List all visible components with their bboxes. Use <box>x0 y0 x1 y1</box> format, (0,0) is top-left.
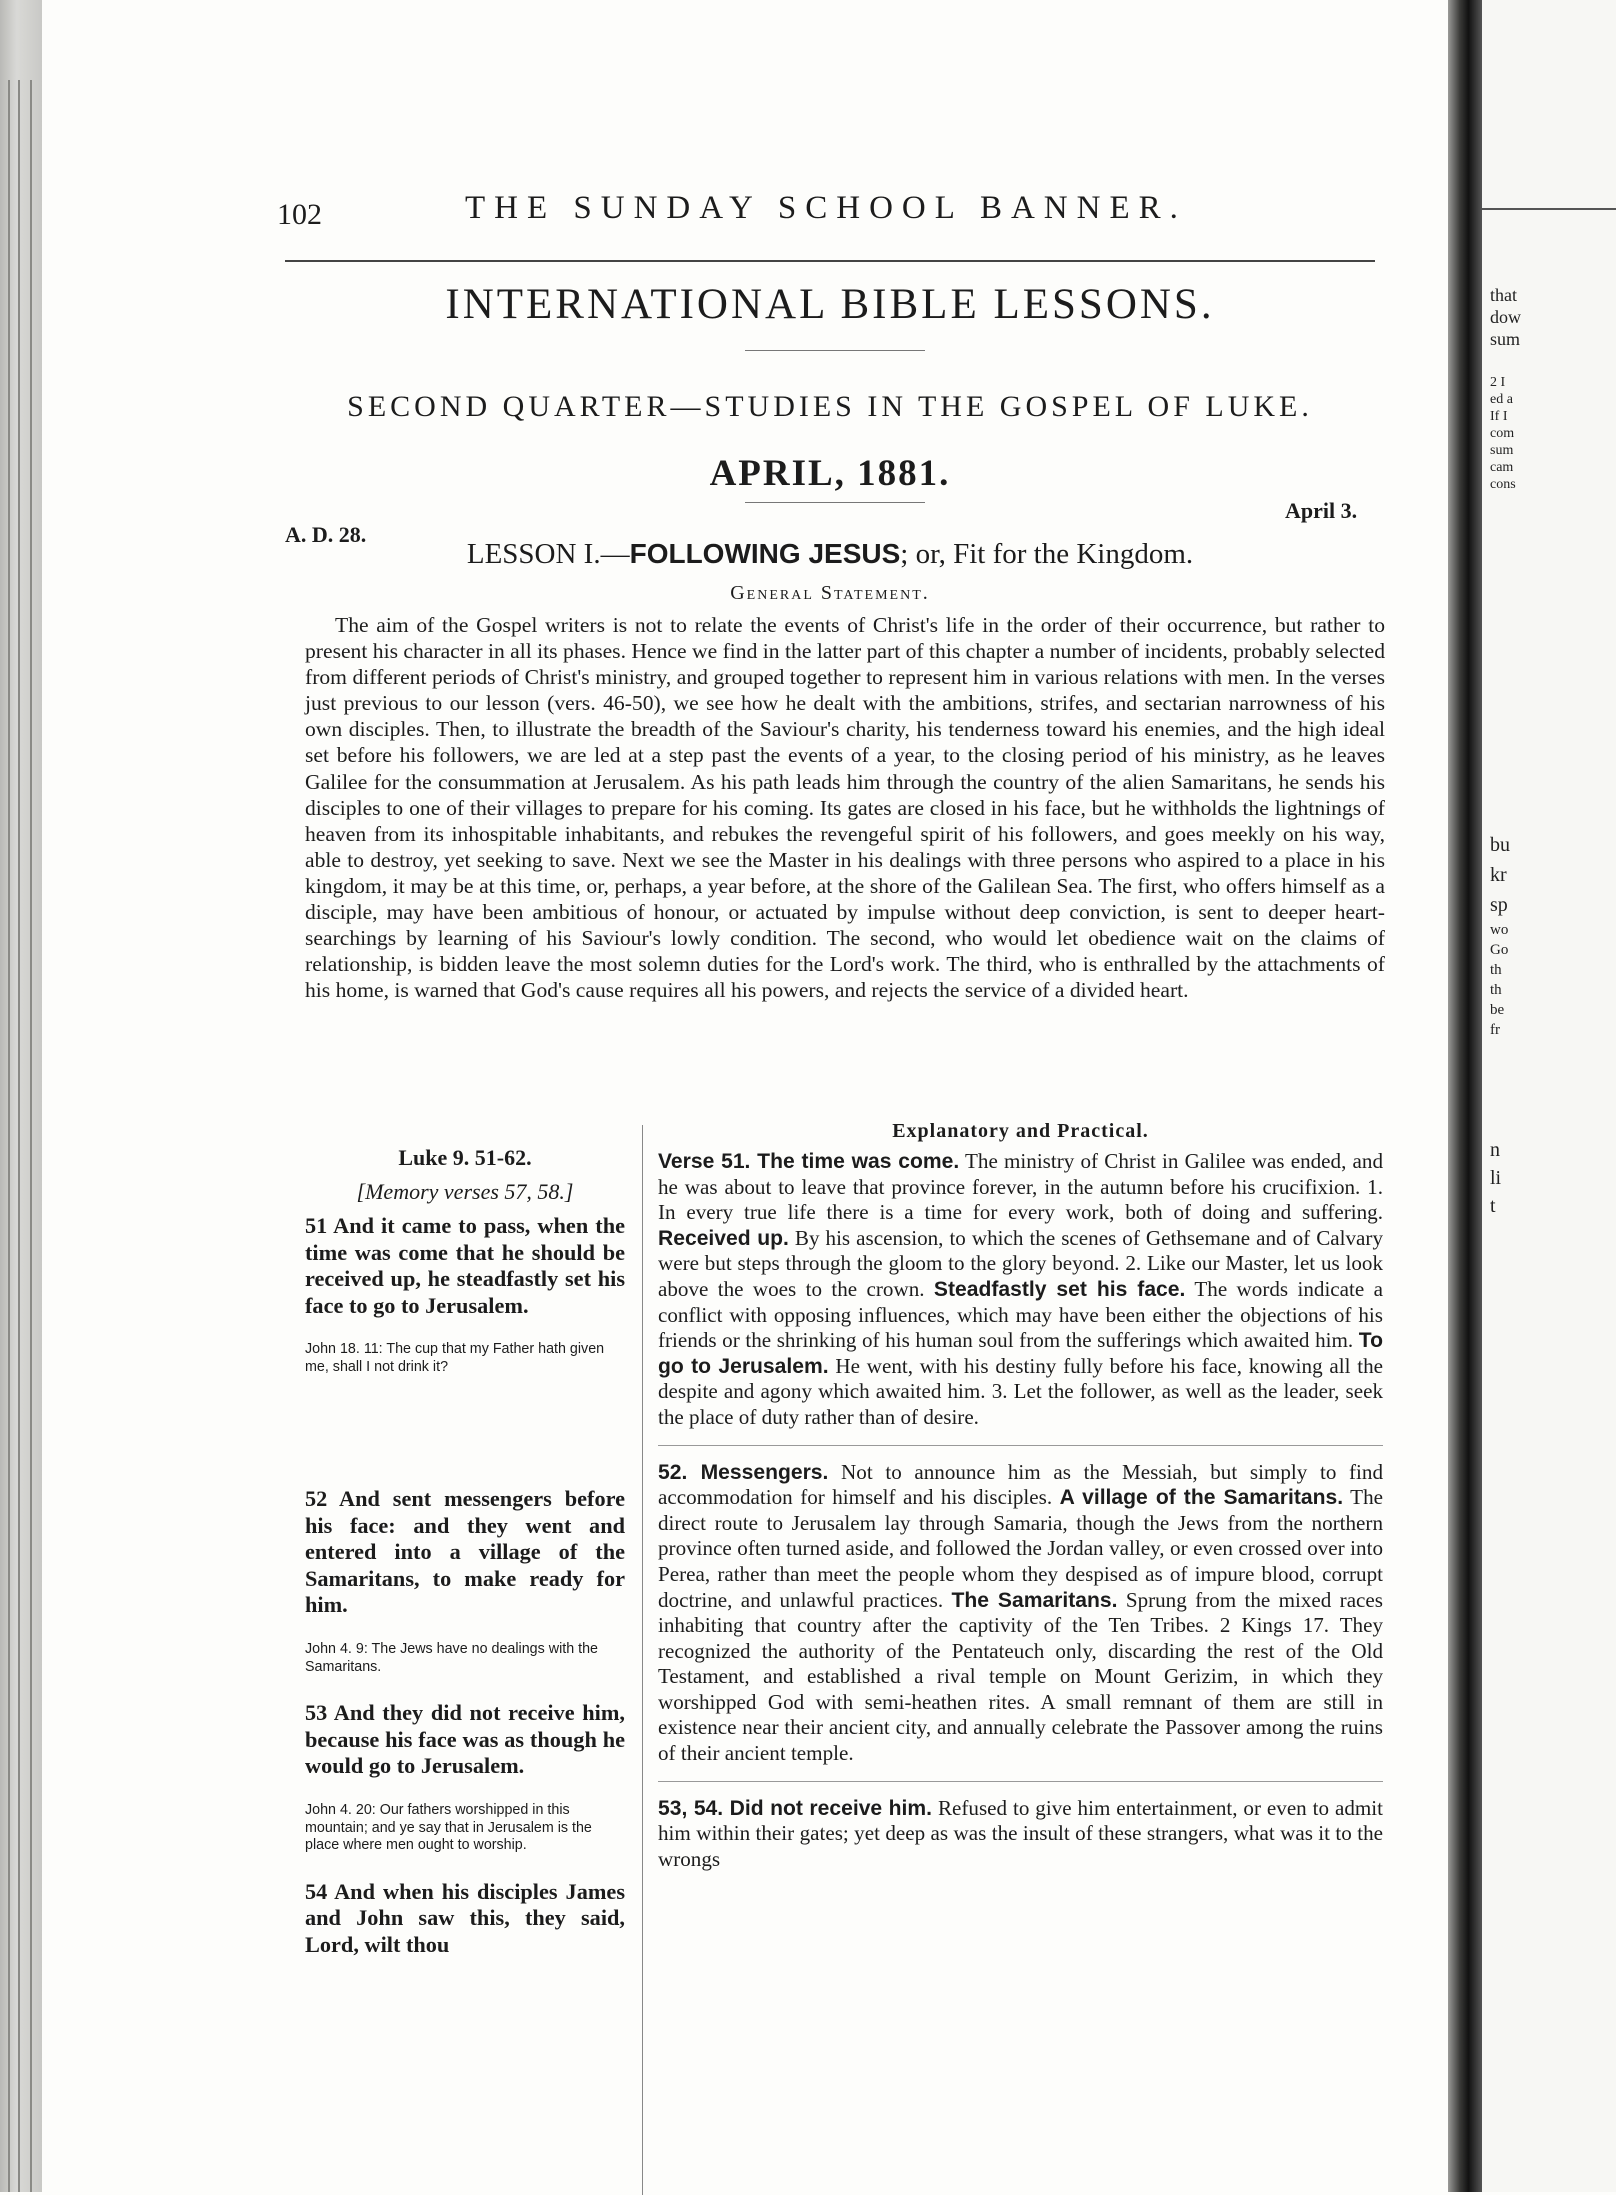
divider <box>658 1445 1383 1446</box>
column-rule <box>642 1125 643 2195</box>
cross-reference-53: John 4. 20: Our fathers worshipped in this mountain; and ye say that in Jerusalem is the place where men ought to worship. <box>305 1801 592 1854</box>
page-number: 102 <box>277 198 322 231</box>
facing-lines-3: bu kr sp <box>1490 834 1510 916</box>
facing-lines-1: that dow sum <box>1490 285 1521 349</box>
quarter-subtitle: SECOND QUARTER—STUDIES IN THE GOSPEL OF LUKE. <box>347 390 1313 423</box>
era-label: A. D. 28. <box>285 522 367 547</box>
facing-lines-2: 2 I ed a If I com sum cam cons <box>1490 375 1516 492</box>
facing-lines-4: wo Go th th be fr <box>1490 922 1509 1038</box>
facing-page-fragment <box>1482 0 1616 2192</box>
verse-53: 53 And they did not receive him, because his face was as though he would go to Jerusalem. <box>305 1700 625 1779</box>
explanatory-heading: Explanatory and Practical. <box>892 1120 1149 1142</box>
running-header <box>275 190 1385 230</box>
running-title: THE SUNDAY SCHOOL BANNER. <box>465 190 1187 226</box>
cross-reference-52: John 4. 9: The Jews have no dealings with the Samaritans. <box>305 1640 599 1675</box>
verse-51: 51 And it came to pass, when the time was come that he should be received up, he steadfastly set his face to go to Jerusalem. <box>305 1213 625 1318</box>
scripture-reference: Luke 9. 51-62. <box>398 1145 532 1170</box>
lesson-title: LESSON I.—FOLLOWING JESUS; or, Fit for the Kingdom. <box>466 538 1194 570</box>
verse-54: 54 And when his disciples James and John saw this, they said, Lord, wilt thou <box>305 1878 625 1957</box>
lesson-date: April 3. <box>1285 498 1358 523</box>
month-heading: APRIL, 1881. <box>709 453 951 494</box>
cross-reference-51: John 18. 11: The cup that my Father hath given me, shall I not drink it? <box>305 1341 605 1375</box>
scripture-column <box>305 1145 625 1958</box>
general-statement-heading: General Statement. <box>730 582 930 604</box>
commentary-column <box>658 1120 1383 1872</box>
book-edge-left <box>0 0 42 2192</box>
memory-verses: [Memory verses 57, 58.] <box>356 1179 574 1204</box>
commentary-verse-53-54: 53, 54. Did not receive him. Refused to give him entertainment, or even to admit him within their gates; yet deep as was the insult of these strangers, what was it to the wrongs <box>658 1795 1384 1871</box>
facing-lines-5: n li t <box>1490 1139 1502 1217</box>
commentary-verse-51: Verse 51. The time was come. The ministry of Christ in Galilee was ended, and he was about to leave that province forever, in the autumn before his crucifixion. 1. In every true life there is a time for every work, both of doing and suffering. Received up. By his ascension, to which the scenes of Gethsemane and of Calvary were but steps through the gloom to the glory beyond. 2. Like our Master, let us look above the woes to the crown. Steadfastly set his face. The words indicate a conflict with opposing influences, which may have been either the objections of his friends or the shrinking of his human soul from the sufferings which awaited him. To go to Jerusalem. He went, with his destiny fully before his face, knowing all the despite and agony which awaited him. 3. Let the follower, as well as the leader, seek the place of duty rather than of desire. <box>658 1149 1384 1429</box>
main-title: INTERNATIONAL BIBLE LESSONS. <box>445 281 1215 328</box>
divider <box>745 350 925 351</box>
general-statement-text: The aim of the Gospel writers is not to relate the events of Christ's life in the order of their occurrence, but rather to present his character in all its phases. Hence we find in the latter part of this chapter a number of incidents, probably selected from different periods of Christ's ministry, and grouped together to represent him in various relations with men. In the verses just previous to our lesson (vers. 46-50), we see how he dealt with the ambitions, strifes, and sectarian narrowness of his own disciples. Then, to illustrate the breadth of the Saviour's charity, his tenderness toward his enemies, and the high ideal set before his followers, we are led at a step past the events of a year, to the closing period of his ministry, as he leaves Galilee for the consummation at Jerusalem. As his path leads him through the country of the alien Samaritans, he sends his disciples to one of their villages to prepare for his coming. Its gates are closed in his face, but he withholds the lightnings of heaven from its inhospitable inhabitants, and rebukes the revengeful spirit of his followers, and goes meekly on his way, able to destroy, yet seeking to save. Next we see the Master in his dealings with three persons who aspired to a place in his kingdom, it may be at this time, or, perhaps, a year before, at the shore of the Galilean Sea. The first, who offers himself as a disciple, may have been ambitious of honour, or actuated by impulse without deep conviction, is sent to deeper heart-searchings by learning of his Saviour's lowly condition. The second, who would let obedience wait on the claims of relationship, is bidden leave the most solemn duties for the Lord's work. The third, who is enthralled by the attachments of his home, is warned that God's cause requires all his powers, and rejects the service of a divided heart. <box>305 613 1385 1003</box>
divider <box>658 1781 1383 1782</box>
verse-52: 52 And sent messengers before his face: and they went and entered into a village of the Samaritans, to make ready for him. <box>305 1486 625 1618</box>
divider <box>745 502 925 503</box>
book-gutter <box>1448 0 1482 2192</box>
header-rule <box>285 260 1375 262</box>
commentary-verse-52: 52. Messengers. Not to announce him as the Messiah, but simply to find accommodation for himself and his disciples. A village of the Samaritans. The direct route to Jerusalem lay through Samaria, though the Jews from the northern province often turned aside, and followed the Jordan valley, or even crossed over into Perea, rather than meet the people whom they despised as of impure blood, corrupt doctrine, and unlawful practices. The Samaritans. Sprung from the mixed races inhabiting that country after the captivity of the Ten Tribes. 2 Kings 17. They recognized the authority of the Pentateuch only, discarding the rest of the Old Testament, and established a rival temple on Mount Gerizim, in which they worshipped God with semi-heathen rites. A small remnant of them are still in existence near their ancient city, and annually celebrate the Passover among the ruins of their ancient temple. <box>658 1459 1383 1766</box>
